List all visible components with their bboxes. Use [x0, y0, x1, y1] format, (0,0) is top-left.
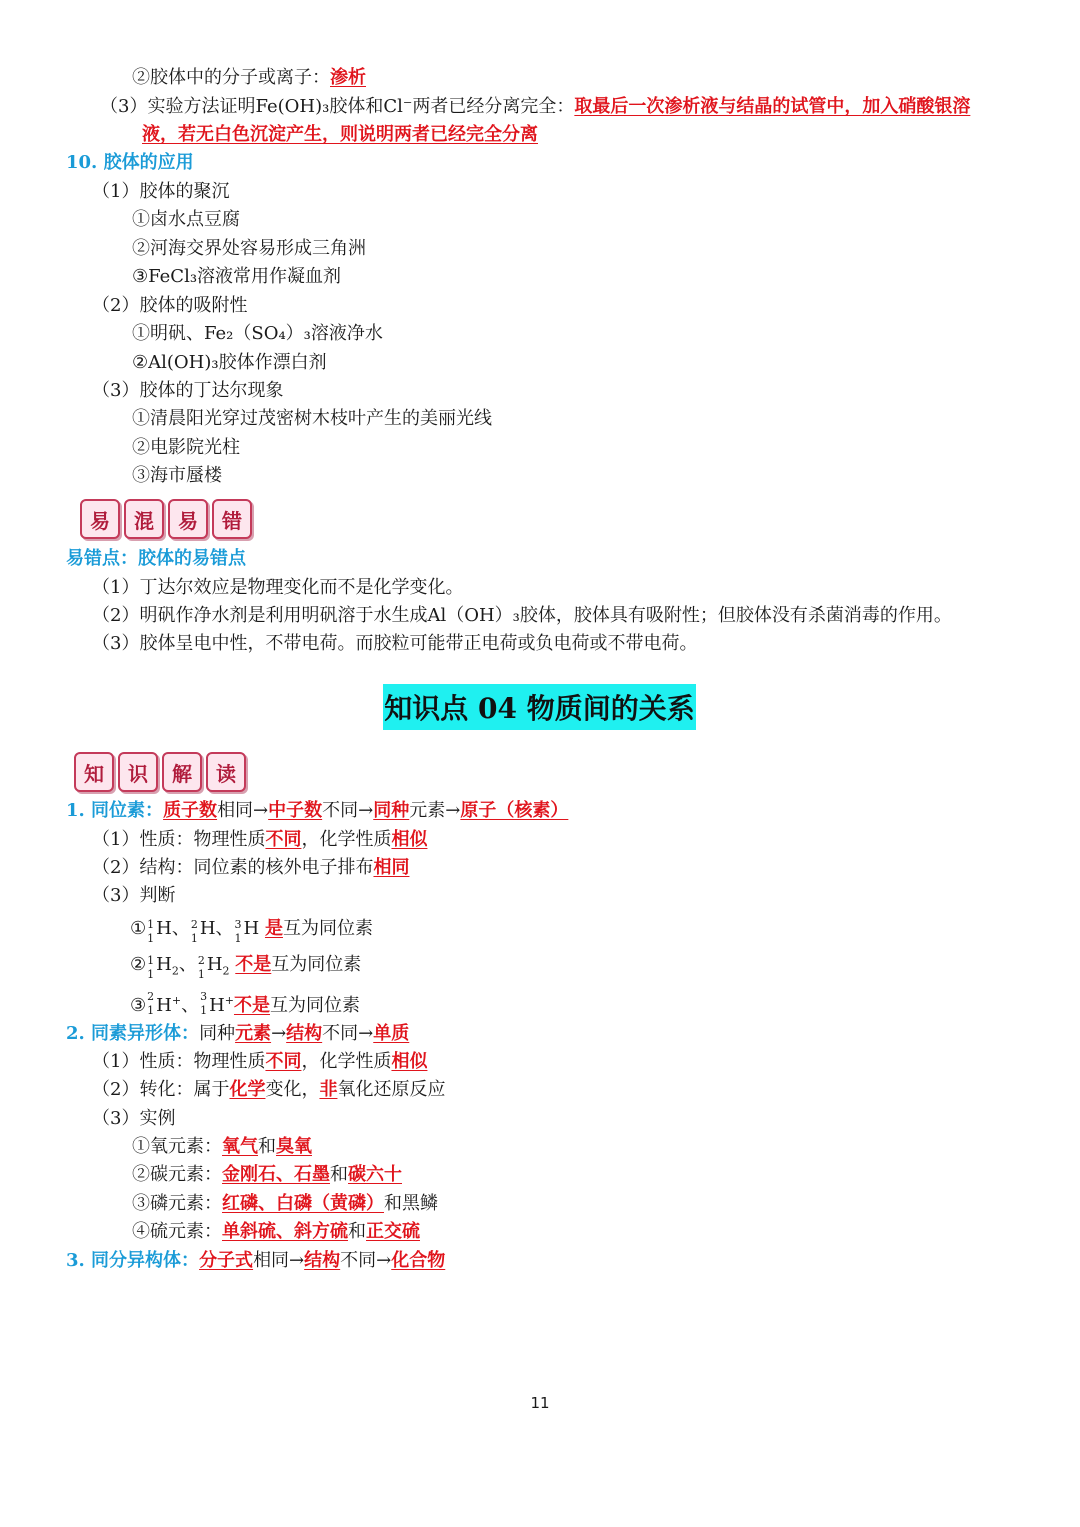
- badge-char: 解: [162, 752, 202, 792]
- judge-item-1: ① 1 1 H、 2 1 H、 3 1 H 是互为同位素: [130, 918, 373, 945]
- example-phosphorus: ③磷元素：红磷、白磷（黄磷）和黑鳞: [132, 1193, 438, 1214]
- badge-char: 错: [212, 499, 252, 539]
- error-item-3: （3）胶体呈电中性，不带电荷。而胶粒可能带正电荷或负电荷或不带电荷。: [92, 633, 698, 654]
- badge-knowledge: [74, 752, 246, 792]
- item-adsorption: （2）胶体的吸附性: [92, 295, 248, 316]
- badge-char: 识: [118, 752, 158, 792]
- item-coagulation: （1）胶体的聚沉: [92, 181, 230, 202]
- section-title: 知识点 04 物质间的关系: [383, 684, 696, 730]
- isotope-judge: （3）判断: [92, 885, 176, 906]
- isotope-property: （1）性质：物理性质不同，化学性质相似: [92, 829, 428, 850]
- item-tyndall: （3）胶体的丁达尔现象: [92, 380, 284, 401]
- allotrope-property: （1）性质：物理性质不同，化学性质相似: [92, 1051, 428, 1072]
- badge-char: 读: [206, 752, 246, 792]
- heading-error-points: 易错点：胶体的易错点: [66, 548, 246, 569]
- allotrope-definition: 2. 同素异形体：同种元素→结构不同→单质: [66, 1023, 410, 1044]
- answer-dialysis: 渗析: [330, 67, 366, 88]
- isotope-structure: （2）结构：同位素的核外电子排布相同: [92, 857, 410, 878]
- experiment-line: （3）实验方法证明Fe(OH)₃胶体和Cl⁻两者已经分离完全：取最后一次渗析液与结晶的试管中，加入硝酸银溶: [100, 96, 971, 117]
- badge-char: 易: [80, 499, 120, 539]
- example-carbon: ②碳元素：金刚石、石墨和碳六十: [132, 1164, 402, 1185]
- dialysis-line: ②胶体中的分子或离子：渗析: [132, 67, 366, 88]
- page-number: 11: [530, 1394, 550, 1412]
- item-tofu: ①卤水点豆腐: [132, 209, 240, 230]
- item-mirage: ③海市蜃楼: [132, 465, 222, 486]
- isomer-definition: 3. 同分异构体：分子式相同→结构不同→化合物: [66, 1250, 446, 1271]
- error-item-1: （1）丁达尔效应是物理变化而不是化学变化。: [92, 577, 464, 598]
- badge-char: 易: [168, 499, 208, 539]
- item-cinema: ②电影院光柱: [132, 437, 240, 458]
- judge-item-3: ③ 2 1 H+、 3 1 H+不是互为同位素: [130, 990, 360, 1017]
- badge-char: 混: [124, 499, 164, 539]
- experiment-line-cont: [142, 123, 538, 147]
- heading-colloid-applications: 10. 胶体的应用: [66, 152, 194, 173]
- badge-easy-mistakes: [80, 499, 252, 539]
- allotrope-conversion: （2）转化：属于化学变化，非氧化还原反应: [92, 1079, 446, 1100]
- answer-experiment-2: 液，若无白色沉淀产生，则说明两者已经完全分离: [142, 124, 538, 145]
- allotrope-examples: （3）实例: [92, 1108, 176, 1129]
- item-sunlight: ①清晨阳光穿过茂密树木枝叶产生的美丽光线: [132, 408, 492, 429]
- error-item-2: （2）明矾作净水剂是利用明矾溶于水生成Al（OH）₃胶体，胶体具有吸附性；但胶体没有杀菌消毒的作用。: [92, 605, 952, 626]
- badge-char: 知: [74, 752, 114, 792]
- item-aloh3: ②Al(OH)₃胶体作漂白剂: [132, 352, 327, 373]
- isotope-definition: 1. 同位素：质子数相同→中子数不同→同种元素→原子（核素）: [66, 800, 569, 821]
- item-alum: ①明矾、Fe₂（SO₄）₃溶液净水: [132, 323, 383, 344]
- answer-experiment-1: 取最后一次渗析液与结晶的试管中，加入硝酸银溶: [574, 96, 971, 117]
- example-sulfur: ④硫元素：单斜硫、斜方硫和正交硫: [132, 1221, 420, 1242]
- judge-item-2: ② 1 1 $H_2$、 2 1 $H_2$ 不是互为同位素: [130, 954, 362, 981]
- item-fecl3: ③FeCl₃溶液常用作凝血剂: [132, 266, 342, 287]
- item-delta: ②河海交界处容易形成三角洲: [132, 238, 366, 259]
- example-oxygen: ①氧元素：氧气和臭氧: [132, 1136, 312, 1157]
